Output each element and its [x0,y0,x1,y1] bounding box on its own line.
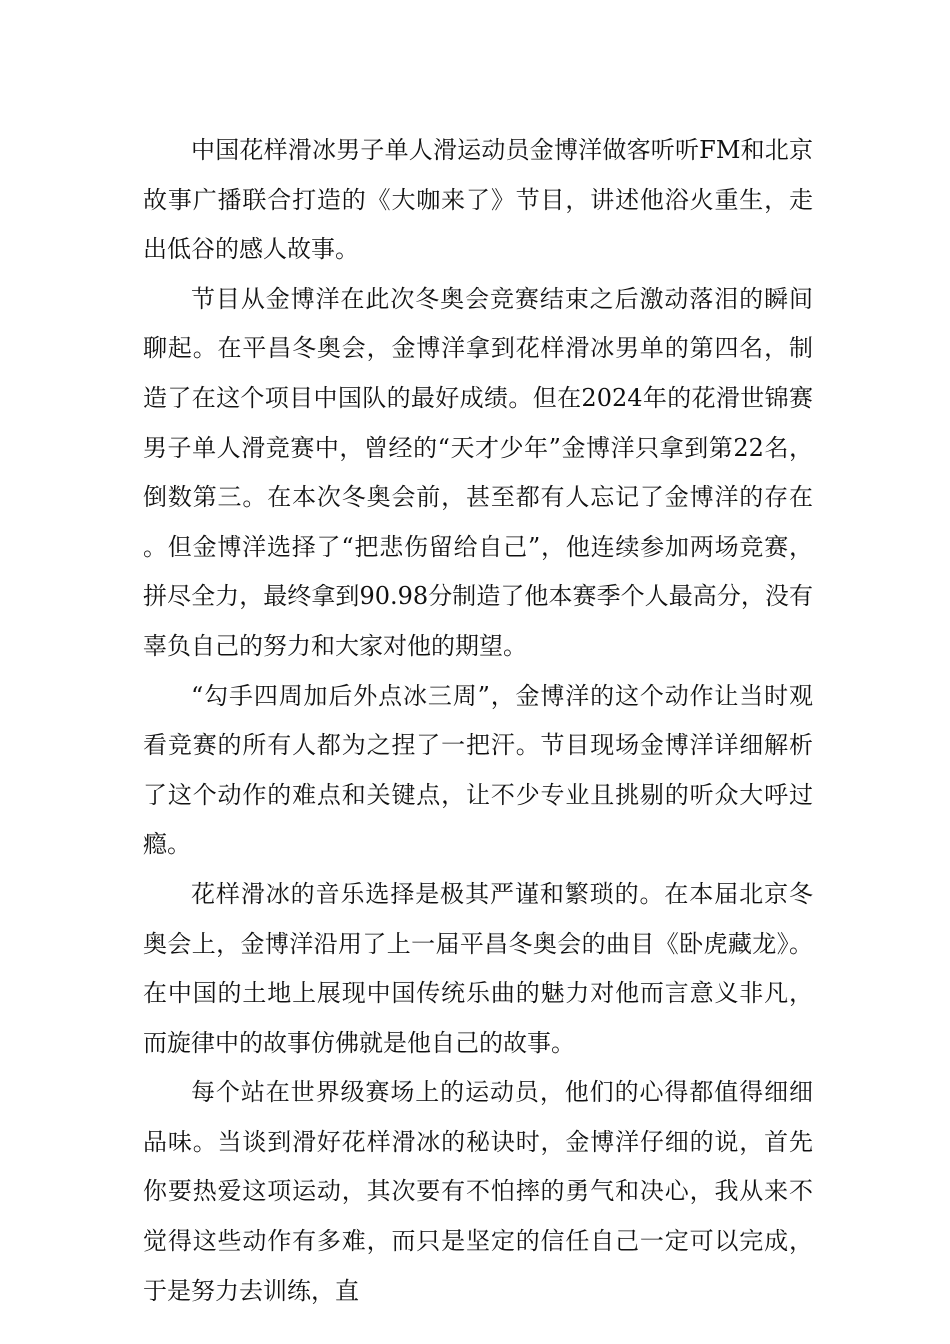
paragraph-4: 花样滑冰的音乐选择是极其严谨和繁琐的。在本届北京冬奥会上，金博洋沿用了上一届平昌冬奥会的曲目《卧虎藏龙》。在中国的土地上展现中国传统乐曲的魅力对他而言意义非凡，而旋律中的故事仿佛就是他自己的故事。 [143,879,813,1057]
paragraph-1: 中国花样滑冰男子单人滑运动员金博洋做客听听FM和北京故事广播联合打造的《大咖来了》节目，讲述他浴火重生，走出低谷的感人故事。 [143,136,813,264]
paragraph-2: 节目从金博洋在此次冬奥会竞赛结束之后激动落泪的瞬间聊起。在平昌冬奥会，金博洋拿到花样滑冰男单的第四名，制造了在这个项目中国队的最好成绩。但在2024年的花滑世锦赛男子单人滑竞赛中，曾经的“天才少年”金博洋只拿到第22名，倒数第三。在本次冬奥会前，甚至都有人忘记了金博洋的存在。但金博洋选择了“把悲伤留给自己”，他连续参加两场竞赛，拼尽全力，最终拿到90.98分制造了他本赛季个人最高分，没有辜负自己的努力和大家对他的期望。 [143,284,813,660]
paragraph-3: “勾手四周加后外点冰三周”，金博洋的这个动作让当时观看竞赛的所有人都为之捏了一把汗。节目现场金博洋详细解析了这个动作的难点和关键点，让不少专业且挑剔的听众大呼过瘾。 [143,681,813,859]
paragraph-5: 每个站在世界级赛场上的运动员，他们的心得都值得细细品味。当谈到滑好花样滑冰的秘诀时，金博洋仔细的说，首先你要热爱这项运动，其次要有不怕摔的勇气和决心，我从来不觉得这些动作有多难，而只是坚定的信任自己一定可以完成，于是努力去训练，直 [143,1078,813,1305]
document-body [143,126,813,1316]
